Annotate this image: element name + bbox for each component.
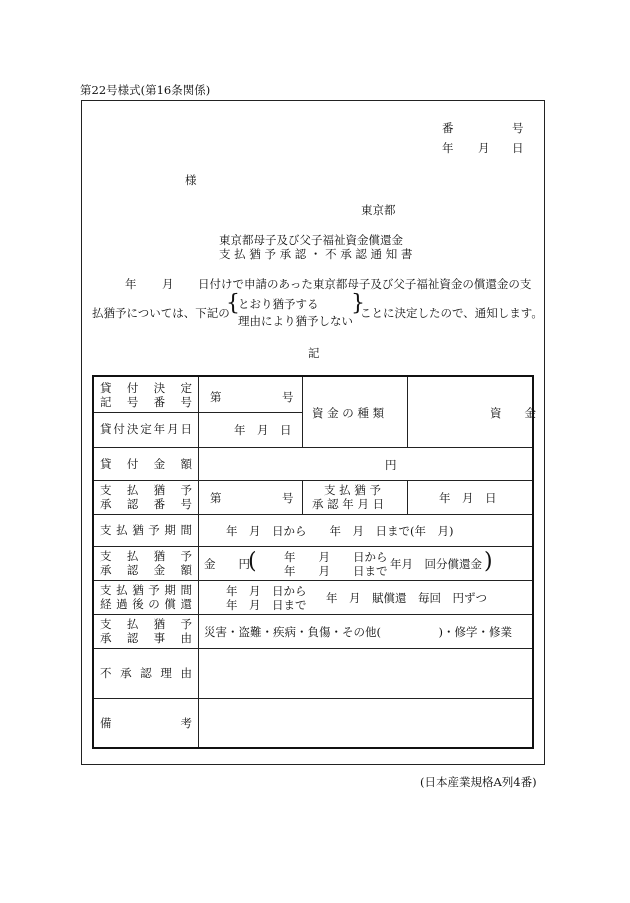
detail-table bbox=[92, 375, 534, 749]
r8-text: 災害・盗難・疾病・負傷・その他( )・修学・修業 bbox=[204, 625, 512, 639]
nen-label: 年 bbox=[442, 141, 454, 155]
tsuki-label: 月 bbox=[478, 141, 490, 155]
sama-label: 様 bbox=[185, 173, 197, 187]
r4-go: 号 bbox=[282, 491, 294, 505]
r4-dai: 第 bbox=[210, 491, 222, 505]
r5-text: 年 月 日から 年 月 日まで(年 月) bbox=[226, 524, 454, 538]
option-reject: 理由により猶予しない bbox=[238, 314, 353, 328]
r6-left-brace: ( bbox=[248, 549, 257, 574]
r4-mid-label: 支 払 猶 予 承 認 年 月 日 bbox=[312, 483, 385, 511]
r4-date: 年 月 日 bbox=[439, 491, 497, 505]
right-brace: } bbox=[351, 291, 365, 316]
r1-label: 貸 付 決 定 記 号 番 号 bbox=[100, 381, 192, 409]
ban-label: 番 bbox=[442, 121, 454, 135]
hi-label: 日 bbox=[512, 141, 524, 155]
r1-go: 号 bbox=[282, 390, 294, 404]
shikin: 資 金 bbox=[490, 406, 536, 420]
shikin-shurui: 資 金 の 種 類 bbox=[312, 406, 385, 420]
body-line2-post: ことに決定したので、通知します。 bbox=[360, 306, 543, 320]
r6-kin: 金 円 bbox=[204, 557, 250, 571]
r6-from: 年 月 日から bbox=[284, 550, 388, 564]
paper-size-note: (日本産業規格A列4番) bbox=[420, 775, 537, 789]
option-approve: とおり猶予する bbox=[238, 297, 319, 311]
title-line2: 支 払 猶 予 承 認 ・ 不 承 認 通 知 書 bbox=[219, 247, 413, 261]
r6-right-brace: ) bbox=[484, 549, 493, 574]
body-line1: 日付けで申請のあった東京都母子及び父子福祉資金の償還金の支 bbox=[198, 277, 532, 291]
r3-label: 貸 付 金 額 bbox=[100, 457, 192, 471]
r6-to: 年 月 日まで bbox=[284, 564, 388, 578]
ki-label: 記 bbox=[308, 346, 320, 360]
body-nen: 年 bbox=[125, 277, 137, 291]
r4-label: 支 払 猶 予 承 認 番 号 bbox=[100, 483, 192, 511]
r7-label: 支払猶予期間 経過後の償還 bbox=[100, 583, 192, 611]
r1-dai: 第 bbox=[210, 390, 222, 404]
r2-date: 年 月 日 bbox=[234, 423, 292, 437]
sender: 東京都 bbox=[361, 203, 396, 217]
r3-yen: 円 bbox=[385, 458, 397, 472]
r6-post: 年月 回分償還金 bbox=[390, 557, 482, 571]
r6-label: 支 払 猶 予 承 認 金 額 bbox=[100, 549, 192, 577]
body-tsuki: 月 bbox=[162, 277, 174, 291]
body-line2-pre: 払猶予については、下記の bbox=[92, 306, 230, 320]
go-label: 号 bbox=[512, 121, 524, 135]
r2-label: 貸付決定年月日 bbox=[100, 422, 192, 436]
r8-label: 支 払 猶 予 承 認 事 由 bbox=[100, 617, 192, 645]
left-brace: { bbox=[226, 291, 240, 316]
form-id: 第22号様式(第16条関係) bbox=[80, 83, 211, 97]
r7-text: 年 月 賦償還 毎回 円ずつ bbox=[326, 591, 487, 605]
r7-from: 年 月 日から bbox=[226, 584, 307, 598]
r5-label: 支払猶予期間 bbox=[100, 523, 192, 537]
title-line1: 東京都母子及び父子福祉資金償還金 bbox=[219, 233, 403, 247]
r10-label: 備 考 bbox=[100, 716, 192, 730]
r9-label: 不 承 認 理 由 bbox=[100, 666, 192, 680]
r7-to: 年 月 日まで bbox=[226, 598, 307, 612]
